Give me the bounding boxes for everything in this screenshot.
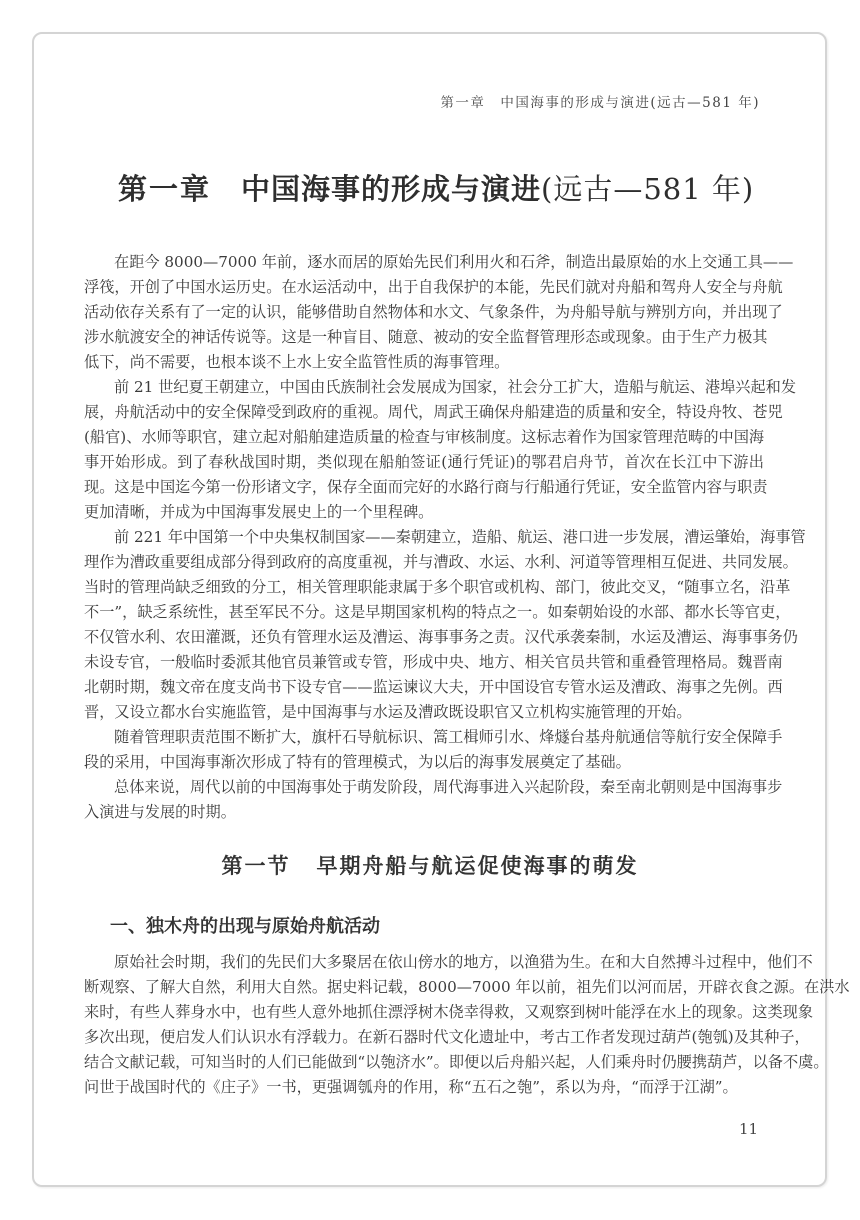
text-line: 展，舟航活动中的安全保障受到政府的重视。周代，周武王确保舟船建造的质量和安全，特设舟牧、苍兕 <box>84 403 783 421</box>
text-line: 晋，又设立都水台实施监管，是中国海事与水运及漕政既设职官又立机构实施管理的开始。 <box>84 703 692 721</box>
section-title <box>0 850 860 880</box>
text-line: 涉水航渡安全的神话传说等。这是一种盲目、随意、被动的安全监督管理形态或现象。由于生产力极其 <box>84 328 768 346</box>
text-line: 前 221 年中国第一个中央集权制国家——秦朝建立，造船、航运、港口进一步发展，漕运肇始，海事管 <box>114 528 806 546</box>
chapter-number: 第一章 <box>118 172 212 206</box>
chapter-title <box>118 167 754 208</box>
text-line: 不仅管水利、农田灌溉，还负有管理水运及漕运、海事事务之责。汉代承袭秦制，水运及漕运、海事事务仍 <box>84 628 798 646</box>
text-line: 现。这是中国迄今第一份形诸文字，保存全面而完好的水路行商与行船通行凭证，安全监管内容与职责 <box>84 478 768 496</box>
text-line: 未设专官，一般临时委派其他官员兼管或专管，形成中央、地方、相关官员共管和重叠管理格局。魏晋南 <box>84 653 783 671</box>
section-number: 第一节 <box>221 854 291 878</box>
text-line: 浮筏，开创了中国水运历史。在水运活动中，出于自我保护的本能，先民们就对舟船和驾舟人安全与舟航 <box>84 278 783 296</box>
text-line: (船官)、水师等职官，建立起对船舶建造质量的检查与审核制度。这标志着作为国家管理范畴的中国海 <box>84 428 765 446</box>
text-line: 结合文献记载，可知当时的人们已能做到“以匏济水”。即便以后舟船兴起，人们乘舟时仍腰携葫芦，以备不虞。 <box>84 1053 829 1071</box>
text-line: 原始社会时期，我们的先民们大多聚居在依山傍水的地方，以渔猎为生。在和大自然搏斗过程中，他们不 <box>114 953 813 971</box>
text-line: 事开始形成。到了春秋战国时期，类似现在船舶签证(通行凭证)的鄂君启舟节，首次在长江中下游出 <box>84 453 764 471</box>
text-line: 在距今 8000—7000 年前，逐水而居的原始先民们利用火和石斧，制造出最原始的水上交通工具—— <box>114 253 794 271</box>
text-line: 问世于战国时代的《庄子》一书，更强调瓠舟的作用，称“五石之匏”，系以为舟，“而浮于江湖”。 <box>84 1078 738 1096</box>
text-line: 来时，有些人葬身水中，也有些人意外地抓住漂浮树木侥幸得救，又观察到树叶能浮在水上的现象。这类现象 <box>84 1003 813 1021</box>
text-line: 总体来说，周代以前的中国海事处于萌发阶段，周代海事进入兴起阶段，秦至南北朝则是中国海事步 <box>114 778 783 796</box>
text-line: 前 21 世纪夏王朝建立，中国由氏族制社会发展成为国家，社会分工扩大，造船与航运、港埠兴起和发 <box>114 378 797 396</box>
section-title-text: 早期舟船与航运促使海事的萌发 <box>316 854 639 878</box>
chapter-title-text: 中国海事的形成与演进 <box>241 172 542 206</box>
text-line: 北朝时期，魏文帝在度支尚书下设专官——监运谏议大夫，开中国设官专管水运及漕政、海事之先例。西 <box>84 678 783 696</box>
text-line: 活动依存关系有了一定的认识，能够借助自然物体和水文、气象条件，为舟船导航与辨别方向，并出现了 <box>84 303 783 321</box>
text-line: 低下，尚不需要，也根本谈不上水上安全监管性质的海事管理。 <box>84 353 510 371</box>
text-line: 更加清晰，并成为中国海事发展史上的一个里程碑。 <box>84 503 434 521</box>
text-line: 不一”，缺乏系统性，甚至军民不分。这是早期国家机构的特点之一。如秦朝始设的水部、都水长等官吏， <box>84 603 791 621</box>
chapter-period: (远古—581 年) <box>541 172 755 206</box>
text-line: 随着管理职责范围不断扩大，旗杆石导航标识、篙工楫师引水、烽燧台基舟航通信等航行安全保障手 <box>114 728 783 746</box>
text-line: 多次出现，便启发人们认识水有浮载力。在新石器时代文化遗址中，考古工作者发现过葫芦(匏瓠)及其种子， <box>84 1028 810 1046</box>
running-head: 第一章 中国海事的形成与演进(远古—581 年) <box>440 95 760 111</box>
page-number: 11 <box>739 1120 759 1138</box>
text-line: 入演进与发展的时期。 <box>84 803 236 821</box>
subsection-title: 一、独木舟的出现与原始舟航活动 <box>110 916 380 937</box>
text-line: 当时的管理尚缺乏细致的分工，相关管理职能隶属于多个职官或机构、部门，彼此交叉，“随事立名，沿革 <box>84 578 791 596</box>
text-line: 断观察、了解大自然，利用大自然。据史料记载，8000—7000 年以前，祖先们以河而居，开辟衣食之源。在洪水 <box>84 978 850 996</box>
text-line: 段的采用，中国海事渐次形成了特有的管理模式，为以后的海事发展奠定了基础。 <box>84 753 631 771</box>
text-line: 理作为漕政重要组成部分得到政府的高度重视，并与漕政、水运、水利、河道等管理相互促进、共同发展。 <box>84 553 798 571</box>
